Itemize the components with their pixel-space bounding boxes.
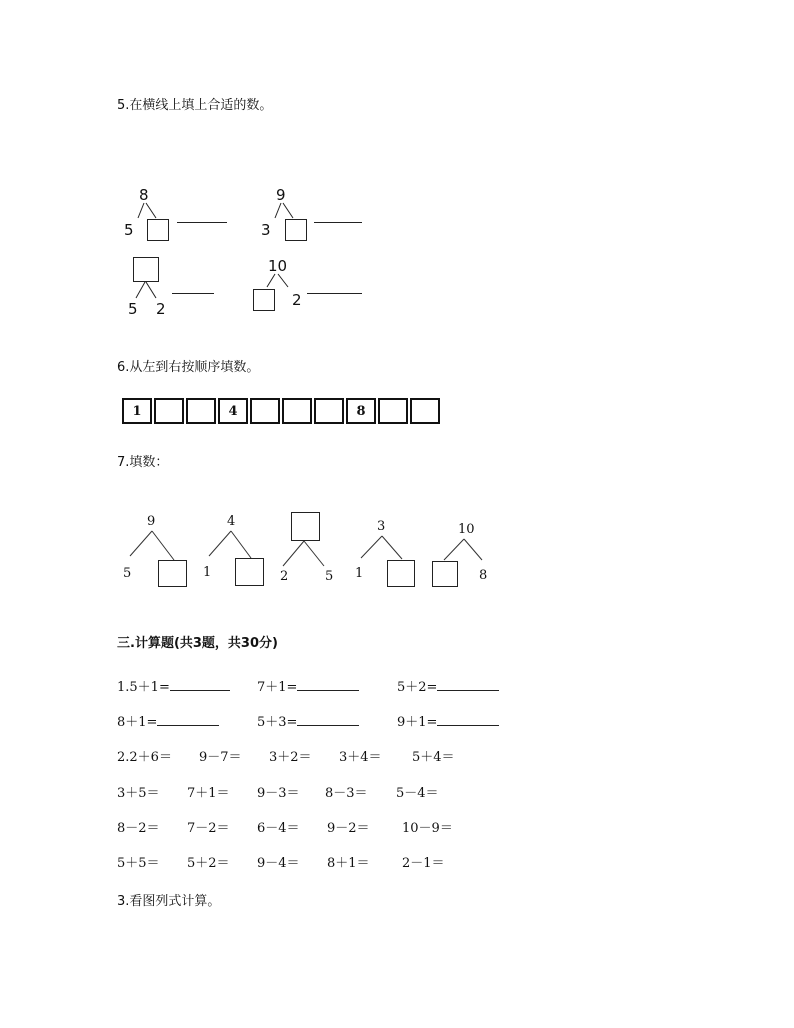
- answer-line[interactable]: [297, 678, 359, 691]
- equation-text: 8－3＝: [325, 786, 368, 801]
- answer-line[interactable]: [177, 222, 227, 223]
- bond-top-number: 9: [276, 186, 286, 204]
- answer-line[interactable]: [307, 293, 362, 294]
- sequence-cell[interactable]: [282, 398, 312, 424]
- answer-line[interactable]: [297, 713, 359, 726]
- equation-item: [397, 711, 499, 730]
- answer-box[interactable]: [133, 257, 159, 282]
- bond-right-number: 2: [156, 300, 166, 318]
- bond-right-number: 2: [292, 291, 302, 309]
- bond-branch-lines: [130, 281, 170, 301]
- equation-text: 7－2＝: [187, 821, 230, 836]
- bond-top-number: 8: [139, 186, 149, 204]
- equation-text: 3＋2＝: [269, 750, 312, 765]
- sequence-cell[interactable]: [410, 398, 440, 424]
- answer-line[interactable]: [437, 713, 499, 726]
- equation-text: 9－2＝: [327, 821, 370, 836]
- answer-line[interactable]: [170, 678, 230, 691]
- equation-text: 9－3＝: [257, 786, 300, 801]
- q3-title: 3.看图列式计算。: [117, 894, 221, 909]
- bond-top-number: 10: [458, 522, 475, 537]
- answer-box[interactable]: [432, 561, 458, 587]
- equation-text: 5＋3=: [257, 715, 298, 730]
- equation-text: 1.5＋1=: [117, 680, 170, 695]
- bond-top-number: 9: [147, 514, 156, 529]
- equation-text: 5＋5＝: [117, 856, 160, 871]
- bond-left-number: 5: [124, 221, 134, 239]
- answer-line[interactable]: [437, 678, 499, 691]
- equation-item: [257, 711, 359, 730]
- equation-text: 8＋1＝: [327, 856, 370, 871]
- q7-title: 7.填数：: [117, 455, 169, 470]
- sequence-cell[interactable]: [314, 398, 344, 424]
- equation-item: [117, 676, 230, 695]
- sequence-cell[interactable]: [154, 398, 184, 424]
- bond-top-number: 3: [377, 519, 386, 534]
- equation-text: 3＋5＝: [117, 786, 160, 801]
- answer-box[interactable]: [285, 219, 307, 241]
- equation-text: 2.2＋6＝: [117, 750, 172, 765]
- bond-right-number: 8: [479, 568, 488, 583]
- bond-left-number: 5: [123, 566, 132, 581]
- equation-text: 6－4＝: [257, 821, 300, 836]
- equation-text: 5－4＝: [396, 786, 439, 801]
- sequence-cell[interactable]: [378, 398, 408, 424]
- equation-text: 7＋1=: [257, 680, 298, 695]
- equation-item: [117, 711, 219, 730]
- answer-box[interactable]: [387, 560, 415, 587]
- answer-box[interactable]: [253, 289, 275, 311]
- equation-text: 5＋4＝: [412, 750, 455, 765]
- number-sequence-row: [122, 398, 440, 424]
- answer-box[interactable]: [158, 560, 187, 587]
- answer-line[interactable]: [157, 713, 219, 726]
- bond-left-number: 1: [203, 565, 212, 580]
- equation-text: 2－1＝: [402, 856, 445, 871]
- bond-left-number: 2: [280, 569, 289, 584]
- equation-text: 5＋2＝: [187, 856, 230, 871]
- equation-text: 3＋4＝: [339, 750, 382, 765]
- sequence-cell[interactable]: [250, 398, 280, 424]
- answer-line[interactable]: [172, 293, 214, 294]
- bond-left-number: 3: [261, 221, 271, 239]
- bond-right-number: 5: [325, 569, 334, 584]
- sequence-cell: 4: [218, 398, 248, 424]
- bond-top-number: 4: [227, 514, 236, 529]
- bond-left-number: 1: [355, 566, 364, 581]
- q6-title: 6.从左到右按顺序填数。: [117, 360, 260, 375]
- answer-box[interactable]: [235, 558, 264, 586]
- sequence-cell[interactable]: [186, 398, 216, 424]
- answer-line[interactable]: [314, 222, 362, 223]
- equation-text: 9＋1=: [397, 715, 438, 730]
- bond-top-number: 10: [268, 257, 288, 275]
- sequence-cell: 8: [346, 398, 376, 424]
- section-3-title: 三.计算题(共3题，共30分): [117, 636, 278, 651]
- answer-box[interactable]: [291, 512, 320, 541]
- equation-text: 8－2＝: [117, 821, 160, 836]
- equation-text: 7＋1＝: [187, 786, 230, 801]
- q5-title: 5.在横线上填上合适的数。: [117, 98, 273, 113]
- equation-text: 10－9＝: [402, 821, 453, 836]
- equation-text: 9－4＝: [257, 856, 300, 871]
- equation-text: 9－7＝: [199, 750, 242, 765]
- answer-box[interactable]: [147, 219, 169, 241]
- sequence-cell: 1: [122, 398, 152, 424]
- bond-left-number: 5: [128, 300, 138, 318]
- equation-item: [397, 676, 499, 695]
- equation-text: 5＋2=: [397, 680, 438, 695]
- equation-item: [257, 676, 359, 695]
- equation-text: 8＋1=: [117, 715, 158, 730]
